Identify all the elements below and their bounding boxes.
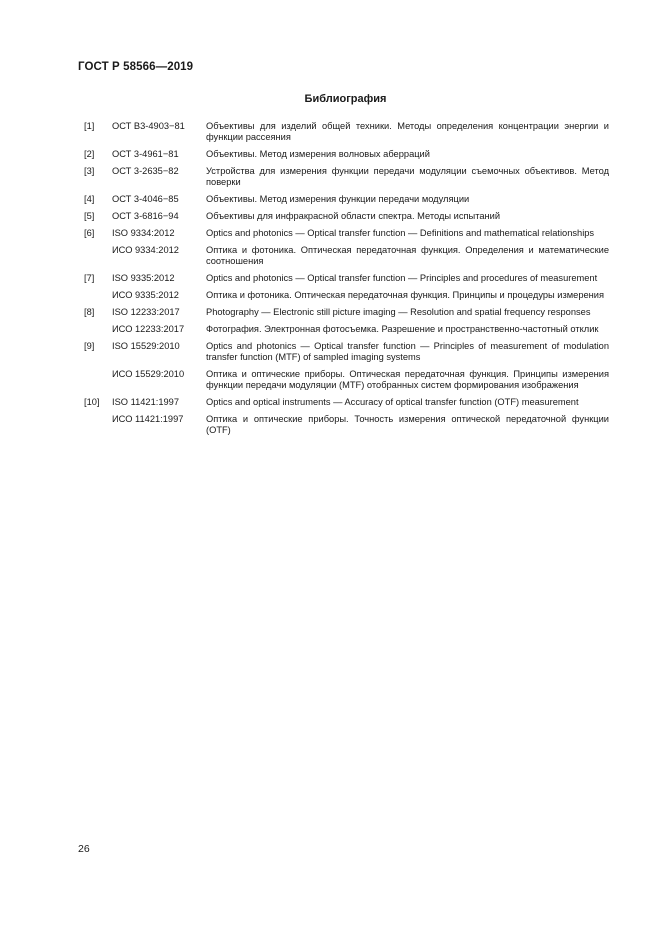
entry-number	[84, 324, 112, 335]
document-code-header: ГОСТ Р 58566—2019	[78, 61, 194, 73]
entry-standard-code: ИСО 9335:2012	[112, 290, 179, 300]
entry-title: Объективы для изделий общей техники. Методы определения концентрации энергии и функции рассеяния	[206, 121, 609, 142]
entry-number	[84, 290, 112, 301]
entry-number: [7]	[84, 273, 95, 283]
entry-standard-code: ИСО 11421:1997	[112, 414, 184, 424]
entry-number	[84, 369, 112, 391]
bibliography-entry	[84, 341, 609, 363]
entry-title: Optics and optical instruments — Accuracy of optical transfer function (OTF) measurement	[206, 397, 579, 407]
bibliography-entry	[84, 324, 609, 335]
entry-standard-code: ОСТ 3-4046−85	[112, 194, 179, 204]
entry-number: [1]	[84, 121, 95, 131]
entry-standard-code: ISO 11421:1997	[112, 397, 180, 407]
bibliography-entry	[84, 369, 609, 391]
entry-title: Optics and photonics — Optical transfer function — Principles of measurement of modulation transfer function (MTF) of sampled imaging systems	[206, 341, 609, 362]
entry-standard-code: ОСТ В3-4903−81	[112, 121, 185, 131]
bibliography-entry	[84, 121, 609, 143]
entry-standard-code: ISO 12233:2017	[112, 307, 180, 317]
entry-standard-code: ISO 9334:2012	[112, 228, 175, 238]
bibliography-list	[84, 121, 609, 442]
bibliography-entry	[84, 166, 609, 188]
entry-title: Объективы. Метод измерения волновых аберраций	[206, 149, 430, 159]
bibliography-entry	[84, 245, 609, 267]
bibliography-entry	[84, 290, 609, 301]
entry-number: [6]	[84, 228, 95, 238]
bibliography-entry	[84, 194, 609, 205]
entry-standard-code: ISO 9335:2012	[112, 273, 175, 283]
entry-number	[84, 245, 112, 267]
entry-number: [3]	[84, 166, 95, 176]
entry-standard-code: ОСТ 3-2635−82	[112, 166, 179, 176]
entry-number: [8]	[84, 307, 95, 317]
entry-title: Оптика и фотоника. Оптическая передаточная функция. Определения и математические соотношения	[206, 245, 609, 266]
entry-standard-code: ОСТ 3-4961−81	[112, 149, 179, 159]
entry-title: Photography — Electronic still picture imaging — Resolution and spatial frequency responses	[206, 307, 591, 317]
entry-number	[84, 414, 112, 436]
entry-title: Объективы. Метод измерения функции передачи модуляции	[206, 194, 470, 204]
entry-standard-code: ОСТ 3-6816−94	[112, 211, 179, 221]
entry-title: Фотография. Электронная фотосъемка. Разрешение и пространственно-частотный отклик	[206, 324, 599, 334]
bibliography-entry	[84, 397, 609, 408]
bibliography-entry	[84, 414, 609, 436]
entry-title: Объективы для инфракрасной области спектра. Методы испытаний	[206, 211, 501, 221]
entry-number: [4]	[84, 194, 95, 204]
entry-title: Optics and photonics — Optical transfer function — Principles and procedures of measurement	[206, 273, 598, 283]
page-number: 26	[78, 843, 90, 855]
bibliography-entry	[84, 307, 609, 318]
entry-number: [2]	[84, 149, 95, 159]
entry-number: [5]	[84, 211, 95, 221]
entry-standard-code: ИСО 12233:2017	[112, 324, 185, 334]
bibliography-title: Библиография	[304, 93, 387, 105]
bibliography-entry	[84, 149, 609, 160]
entry-title: Optics and photonics — Optical transfer function — Definitions and mathematical relationships	[206, 228, 595, 238]
entry-standard-code: ИСО 9334:2012	[112, 245, 179, 255]
entry-title: Оптика и фотоника. Оптическая передаточная функция. Принципы и процедуры измерения	[206, 290, 605, 300]
bibliography-entry	[84, 228, 609, 239]
entry-title: Оптика и оптические приборы. Точность измерения оптической передаточной функции (OTF)	[206, 414, 609, 435]
entry-standard-code: ИСО 15529:2010	[112, 369, 185, 379]
entry-number: [9]	[84, 341, 95, 351]
bibliography-entry	[84, 211, 609, 222]
entry-title: Оптика и оптические приборы. Оптическая передаточная функция. Принципы измерения функции передачи модуляции (MTF) отобранных систем формирования изображения	[206, 369, 609, 390]
entry-title: Устройства для измерения функции передачи модуляции съемочных объективов. Метод поверки	[206, 166, 609, 187]
bibliography-entry	[84, 273, 609, 284]
entry-number: [10]	[84, 397, 100, 407]
entry-standard-code: ISO 15529:2010	[112, 341, 180, 351]
